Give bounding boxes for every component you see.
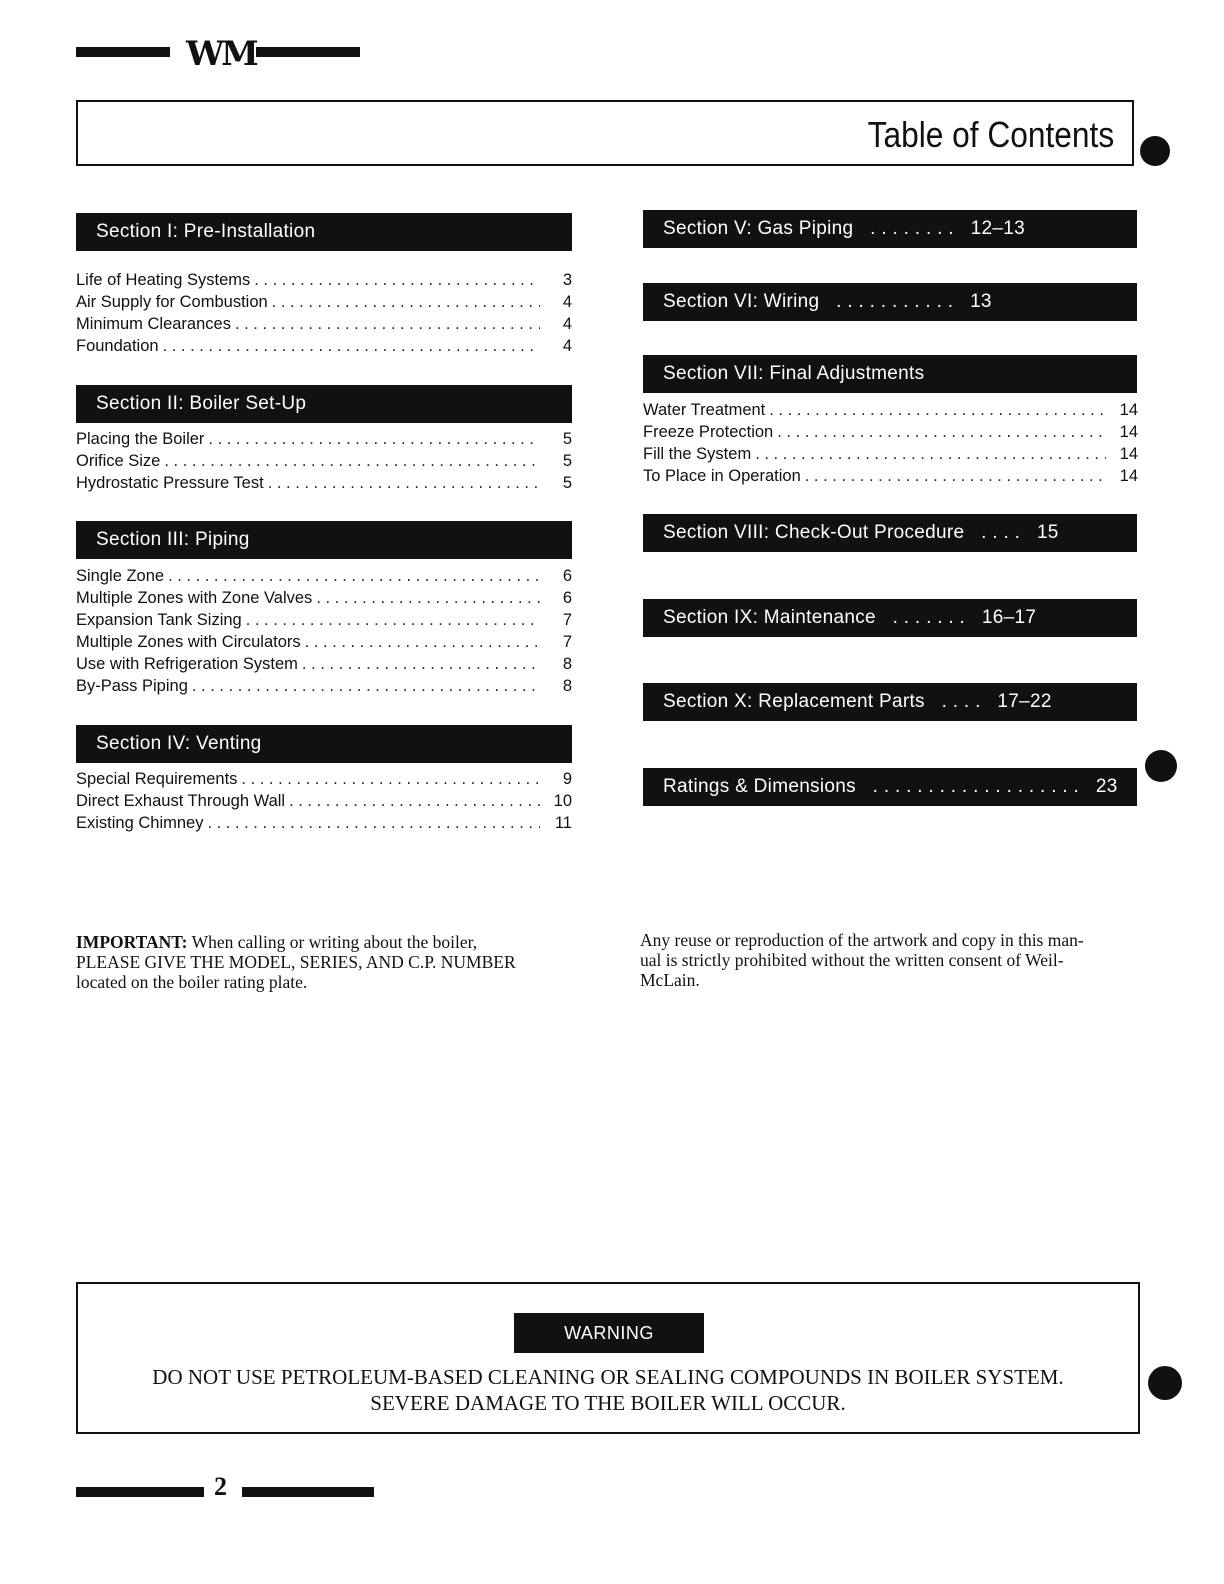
item-label: Hydrostatic Pressure Test <box>76 474 264 492</box>
list-item <box>643 399 1138 421</box>
item-page: 4 <box>562 315 572 333</box>
leader-dots <box>268 472 540 494</box>
section-9-header <box>643 599 1137 637</box>
ratings-page: 23 <box>1095 776 1118 797</box>
list-item <box>76 653 572 675</box>
list-item <box>76 269 572 291</box>
weil-mclain-logo-icon: WM <box>186 34 256 74</box>
item-label: To Place in Operation <box>643 467 801 485</box>
item-page: 5 <box>562 474 572 492</box>
warning-line-2: SEVERE DAMAGE TO THE BOILER WILL OCCUR. <box>370 1391 846 1415</box>
item-page: 3 <box>562 271 572 289</box>
warning-line-1: DO NOT USE PETROLEUM-BASED CLEANING OR SEALING COMPOUNDS IN BOILER SYSTEM. <box>152 1365 1064 1389</box>
item-page: 8 <box>562 655 572 673</box>
leader-dots: . . . . <box>941 691 981 712</box>
warning-text <box>78 1364 1138 1416</box>
section-6-page: 13 <box>970 291 992 312</box>
section-8-header <box>643 514 1137 552</box>
warning-label: WARNING <box>514 1313 704 1353</box>
list-item <box>643 443 1138 465</box>
item-label: Single Zone <box>76 567 165 585</box>
item-label: Minimum Clearances <box>76 315 231 333</box>
leader-dots <box>207 812 540 834</box>
leader-dots <box>235 313 540 335</box>
list-item <box>76 631 572 653</box>
leader-dots <box>164 450 540 472</box>
section-4-header <box>76 725 572 763</box>
ratings-header <box>643 768 1137 806</box>
section-8-page: 15 <box>1036 522 1059 543</box>
section-9-title: Section IX: Maintenance <box>663 607 876 628</box>
leader-dots <box>769 399 1106 421</box>
leader-dots <box>302 653 540 675</box>
section-3-header <box>76 521 572 559</box>
section-5-header <box>643 210 1137 248</box>
item-page: 6 <box>562 567 572 585</box>
item-page: 7 <box>562 611 572 629</box>
item-label: Fill the System <box>643 445 752 463</box>
section-6-header <box>643 283 1137 321</box>
leader-dots: . . . . . . . <box>892 607 966 628</box>
leader-dots: . . . . <box>981 522 1021 543</box>
section-4-title: Section IV: Venting <box>96 733 262 754</box>
page-title: Table of Contents <box>867 114 1114 155</box>
list-item <box>76 675 572 697</box>
warning-box <box>76 1282 1140 1434</box>
section-2-header <box>76 385 572 423</box>
important-note <box>76 932 576 992</box>
item-label: Foundation <box>76 337 159 355</box>
binder-hole-icon <box>1140 136 1170 166</box>
item-page: 14 <box>1119 401 1138 419</box>
important-line-1: When calling or writing about the boiler, <box>191 932 478 952</box>
item-label: Air Supply for Combustion <box>76 293 268 311</box>
binder-hole-icon <box>1148 1366 1182 1400</box>
item-label: Orifice Size <box>76 452 161 470</box>
section-1-title: Section I: Pre-Installation <box>96 221 316 242</box>
important-line-3: located on the boiler rating plate. <box>76 972 308 992</box>
list-item <box>76 609 572 631</box>
section-5-title: Section V: Gas Piping <box>663 218 854 239</box>
leader-dots <box>168 565 540 587</box>
section-8-title: Section VIII: Check-Out Procedure <box>663 522 965 543</box>
section-7-header <box>643 355 1137 393</box>
copyright-line-1: Any reuse or reproduction of the artwork and copy in this man- <box>640 930 1084 950</box>
item-page: 5 <box>562 452 572 470</box>
section-10-title: Section X: Replacement Parts <box>663 691 925 712</box>
item-label: Multiple Zones with Zone Valves <box>76 589 313 607</box>
item-label: Existing Chimney <box>76 814 204 832</box>
item-page: 11 <box>554 814 572 832</box>
item-page: 14 <box>1119 467 1138 485</box>
leader-dots <box>192 675 540 697</box>
list-item <box>76 335 572 357</box>
copyright-line-2: ual is strictly prohibited without the written consent of Weil- <box>640 950 1064 970</box>
item-page: 5 <box>562 430 572 448</box>
section-3-title: Section III: Piping <box>96 529 250 550</box>
item-page: 7 <box>562 633 572 651</box>
section-1-header <box>76 213 572 251</box>
list-item <box>76 768 572 790</box>
leader-dots <box>241 768 540 790</box>
leader-dots <box>254 269 540 291</box>
header-rule-right <box>256 47 360 57</box>
item-label: Direct Exhaust Through Wall <box>76 792 286 810</box>
section-4-list <box>76 768 572 834</box>
list-item <box>76 812 572 834</box>
leader-dots <box>163 335 540 357</box>
section-7-title: Section VII: Final Adjustments <box>663 363 925 384</box>
important-label: IMPORTANT: <box>76 932 188 952</box>
item-page: 14 <box>1119 445 1138 463</box>
item-page: 14 <box>1119 423 1138 441</box>
leader-dots <box>755 443 1106 465</box>
list-item <box>76 291 572 313</box>
list-item <box>76 472 572 494</box>
leader-dots <box>316 587 540 609</box>
list-item <box>76 565 572 587</box>
item-label: Special Requirements <box>76 770 238 788</box>
leader-dots <box>272 291 540 313</box>
leader-dots <box>777 421 1106 443</box>
leader-dots <box>305 631 540 653</box>
section-2-title: Section II: Boiler Set-Up <box>96 393 307 414</box>
item-label: Expansion Tank Sizing <box>76 611 242 629</box>
item-label: Use with Refrigeration System <box>76 655 298 673</box>
list-item <box>76 587 572 609</box>
item-label: Freeze Protection <box>643 423 774 441</box>
list-item <box>76 313 572 335</box>
section-2-list <box>76 428 572 494</box>
important-line-2: PLEASE GIVE THE MODEL, SERIES, AND C.P. NUMBER <box>76 952 516 972</box>
leader-dots <box>246 609 540 631</box>
footer-rule-right <box>242 1487 374 1497</box>
item-page: 9 <box>562 770 572 788</box>
section-3-list <box>76 565 572 697</box>
item-page: 10 <box>553 792 572 810</box>
leader-dots <box>289 790 540 812</box>
item-page: 6 <box>562 589 572 607</box>
title-box <box>76 100 1134 166</box>
item-label: Placing the Boiler <box>76 430 205 448</box>
list-item <box>76 428 572 450</box>
list-item <box>76 450 572 472</box>
copyright-note <box>640 930 1140 990</box>
leader-dots: . . . . . . . . . . . . . . . . . . . <box>872 776 1080 797</box>
item-page: 4 <box>562 337 572 355</box>
header-rule-left <box>76 47 170 57</box>
list-item <box>643 421 1138 443</box>
ratings-title: Ratings & Dimensions <box>663 776 856 797</box>
section-7-list <box>643 399 1138 487</box>
page-number: 2 <box>214 1472 227 1501</box>
leader-dots <box>208 428 540 450</box>
footer-rule-left <box>76 1487 204 1497</box>
item-page: 4 <box>562 293 572 311</box>
item-page: 8 <box>562 677 572 695</box>
list-item <box>76 790 572 812</box>
leader-dots <box>805 465 1106 487</box>
section-10-header <box>643 683 1137 721</box>
leader-dots: . . . . . . . . <box>870 218 954 239</box>
item-label: By-Pass Piping <box>76 677 188 695</box>
item-label: Multiple Zones with Circulators <box>76 633 301 651</box>
section-6-title: Section VI: Wiring <box>663 291 820 312</box>
item-label: Life of Heating Systems <box>76 271 251 289</box>
leader-dots: . . . . . . . . . . . <box>836 291 954 312</box>
binder-hole-icon <box>1145 750 1177 782</box>
copyright-line-3: McLain. <box>640 970 700 990</box>
section-1-list <box>76 269 572 357</box>
section-5-page: 12–13 <box>970 218 1025 239</box>
section-9-page: 16–17 <box>981 607 1037 628</box>
list-item <box>643 465 1138 487</box>
section-10-page: 17–22 <box>997 691 1052 712</box>
item-label: Water Treatment <box>643 401 766 419</box>
